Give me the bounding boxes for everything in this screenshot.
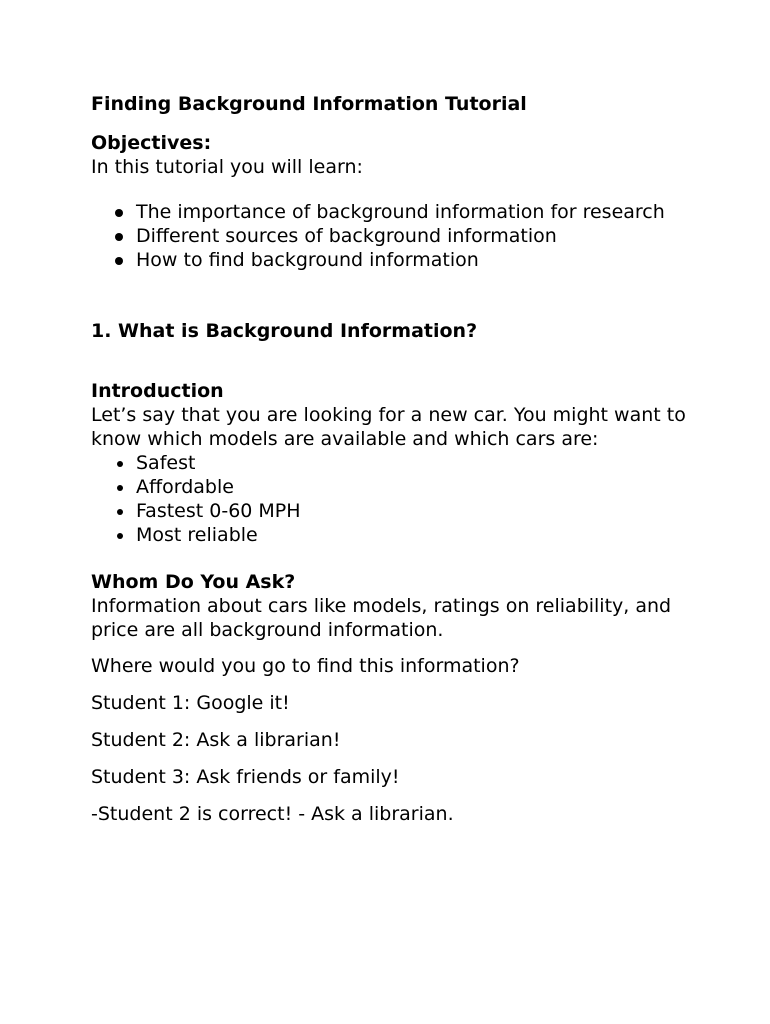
section1-heading: 1. What is Background Information? [91,320,478,342]
car-criteria-item: Safest [91,451,691,475]
introduction-text: Let’s say that you are looking for a new car. You might want to know which models are available and which cars are: [91,404,686,450]
car-criteria-list [91,451,691,547]
student1-text: Student 1: Google it! [91,692,290,714]
objectives-intro: In this tutorial you will learn: [91,156,363,178]
objectives-list [91,200,691,272]
objectives-list-item: Different sources of background information [91,224,691,248]
objectives-list-item: The importance of background information for research [91,200,691,224]
document-title: Finding Background Information Tutorial [91,93,527,115]
objectives-list-item: How to find background information [91,248,691,272]
introduction-heading: Introduction [91,380,224,402]
answer-text: -Student 2 is correct! - Ask a librarian. [91,803,454,825]
document-page [91,92,691,826]
whom-text: Information about cars like models, ratings on reliability, and price are all background information. [91,595,672,641]
student3-text: Student 3: Ask friends or family! [91,766,400,788]
car-criteria-item: Fastest 0-60 MPH [91,499,691,523]
objectives-heading: Objectives: [91,132,212,154]
car-criteria-item: Affordable [91,475,691,499]
question-text: Where would you go to find this information? [91,655,520,677]
student2-text: Student 2: Ask a librarian! [91,729,341,751]
whom-heading: Whom Do You Ask? [91,571,296,593]
car-criteria-item: Most reliable [91,523,691,547]
